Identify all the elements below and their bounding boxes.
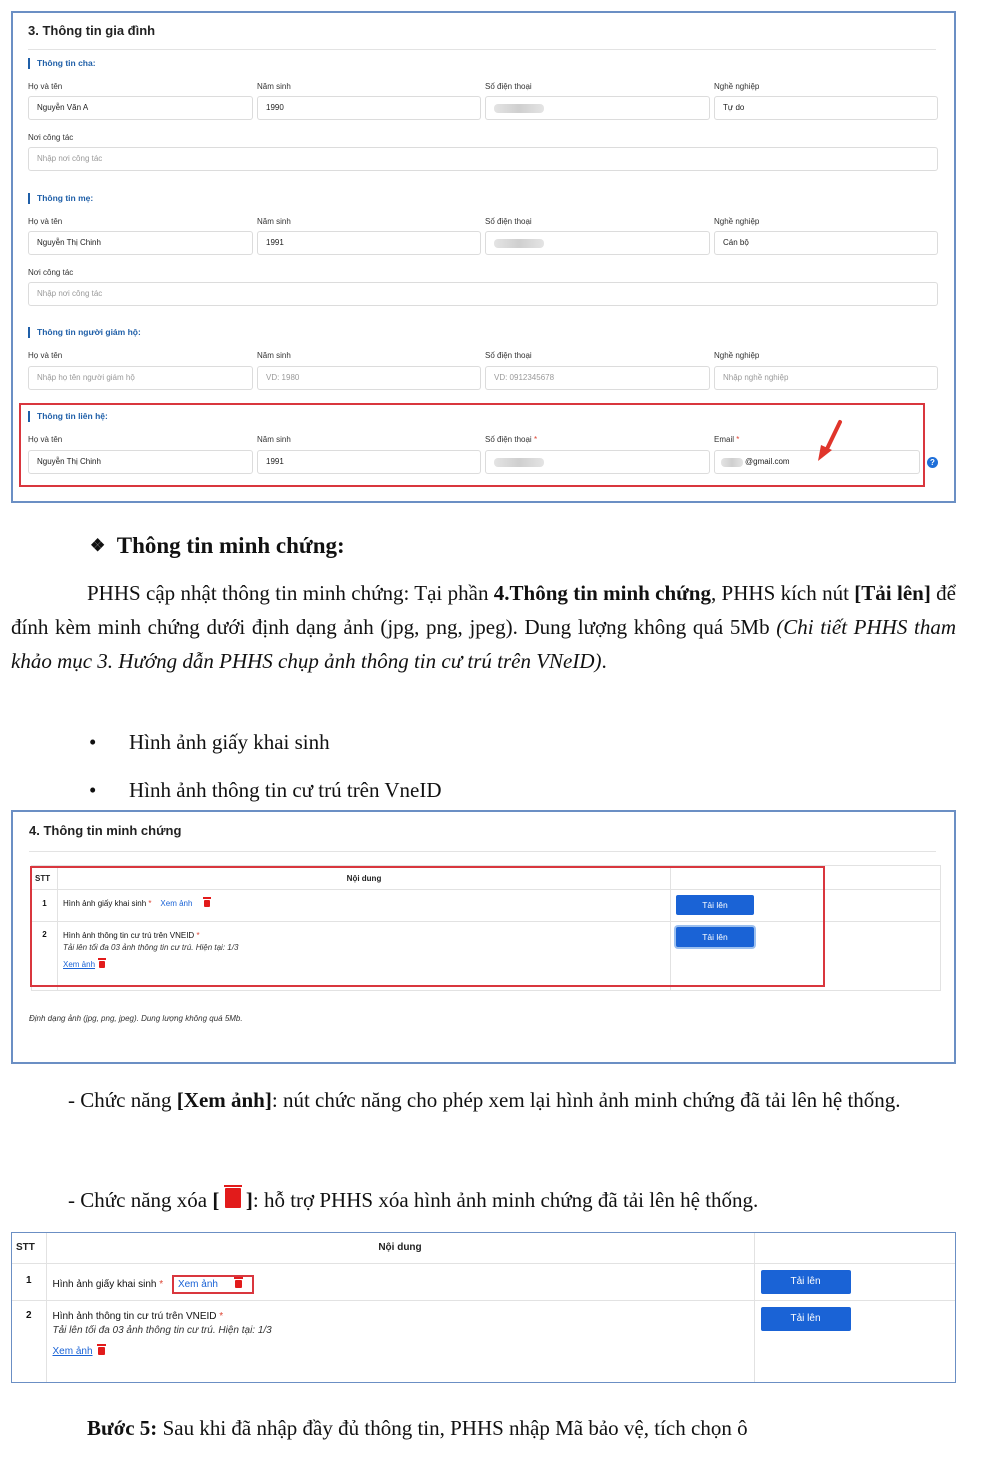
mother-phone-label: Số điện thoại: [485, 217, 532, 226]
mother-job-label: Nghề nghiệp: [714, 217, 760, 226]
guardian-year-label: Năm sinh: [257, 351, 291, 360]
contact-phone-label: Số điện thoại *: [485, 435, 538, 444]
contact-highlight-box: [19, 403, 925, 487]
mother-work-field[interactable]: Nhập nơi công tác: [28, 282, 938, 306]
row-content: Hình ảnh thông tin cư trú trên VNEID * Tải lên tối đa 03 ảnh thông tin cư trú. Hiện tại: 1/3 Xem ảnh: [58, 922, 671, 991]
father-year-label: Năm sinh: [257, 82, 291, 91]
family-section-title: 3. Thông tin gia đình: [28, 23, 156, 38]
trash-icon: [225, 1188, 241, 1208]
table-row: [12, 1300, 955, 1382]
bullet-residence-info: • Hình ảnh thông tin cư trú trên VneID: [89, 778, 442, 802]
delete-function-paragraph: - Chức năng xóa [ ]: hỗ trợ PHHS xóa hình ảnh minh chứng đã tải lên hệ thống.: [68, 1188, 759, 1212]
view-image-link[interactable]: Xem ảnh: [52, 1345, 93, 1357]
guardian-heading: Thông tin người giám hộ:: [28, 327, 141, 338]
row-stt: 1: [32, 890, 58, 922]
col-content: Nội dung: [46, 1233, 754, 1263]
redacted-email: [721, 458, 743, 467]
col-stt: STT: [12, 1233, 46, 1263]
view-delete-highlight: [172, 1275, 254, 1294]
trash-icon[interactable]: [235, 1280, 242, 1288]
contact-heading: Thông tin liên hệ:: [28, 411, 108, 422]
upload-limit-note: Tải lên tối đa 03 ảnh thông tin cư trú. Hiện tại: 1/3: [63, 943, 239, 952]
row-stt: 1: [12, 1263, 46, 1300]
row-actions: [754, 1300, 955, 1382]
diamond-bullet-icon: ❖: [90, 536, 106, 555]
mother-phone-field[interactable]: [485, 231, 710, 255]
guardian-name-field[interactable]: Nhập họ tên người giám hộ: [28, 366, 253, 390]
view-function-paragraph: - Chức năng [Xem ảnh]: nút chức năng cho phép xem lại hình ảnh minh chứng đã tải lên hệ thống.: [68, 1088, 901, 1112]
contact-email-field[interactable]: @gmail.com: [714, 450, 920, 474]
father-phone-field[interactable]: [485, 96, 710, 120]
evidence-paragraph: PHHS cập nhật thông tin minh chứng: Tại phần 4.Thông tin minh chứng, PHHS kích nút [Tải lên] để đính kèm minh chứng dưới định dạng ảnh (jpg, png, jpeg). Dung lượng không quá 5Mb (Chi tiết PHHS tham khảo mục 3. Hướng dẫn PHHS chụp ảnh thông tin cư trú trên VNeID).: [11, 581, 956, 673]
view-image-link[interactable]: Xem ảnh: [177, 1278, 218, 1290]
father-work-field[interactable]: Nhập nơi công tác: [28, 147, 938, 171]
evidence-highlight-box: [30, 866, 825, 987]
row-content: Hình ảnh giấy khai sinh * Xem ảnh: [46, 1263, 754, 1300]
help-icon[interactable]: ?: [927, 457, 938, 468]
upload-button[interactable]: Tải lên: [676, 895, 754, 915]
father-phone-label: Số điện thoại: [485, 82, 532, 91]
mother-year-label: Năm sinh: [257, 217, 291, 226]
section-divider: [29, 851, 936, 852]
contact-email-label: Email *: [714, 435, 740, 444]
row-content: Hình ảnh thông tin cư trú trên VNEID * Tải lên tối đa 03 ảnh thông tin cư trú. Hiện tại: 1/3 Xem ảnh: [46, 1300, 754, 1382]
mother-work-label: Nơi công tác: [28, 268, 74, 277]
guardian-job-field[interactable]: Nhập nghề nghiệp: [714, 366, 938, 390]
mother-name-label: Họ và tên: [28, 217, 63, 226]
mother-name-field[interactable]: Nguyễn Thị Chinh: [28, 231, 253, 255]
col-stt: STT: [32, 866, 58, 890]
evidence-heading: ❖ Thông tin minh chứng:: [90, 533, 345, 558]
redacted-phone: [494, 104, 544, 113]
contact-name-label: Họ và tên: [28, 435, 63, 444]
row-stt: 2: [12, 1300, 46, 1382]
guardian-phone-field[interactable]: VD: 0912345678: [485, 366, 710, 390]
father-work-label: Nơi công tác: [28, 133, 74, 142]
redacted-phone: [494, 239, 544, 248]
contact-phone-field[interactable]: [485, 450, 710, 474]
mother-job-field[interactable]: Cán bộ: [714, 231, 938, 255]
contact-name-field[interactable]: Nguyễn Thị Chinh: [28, 450, 253, 474]
mother-heading: Thông tin mẹ:: [28, 193, 93, 204]
father-year-field[interactable]: 1990: [257, 96, 481, 120]
upload-button[interactable]: Tải lên: [761, 1307, 851, 1331]
guardian-name-label: Họ và tên: [28, 351, 63, 360]
format-footnote: Định dạng ảnh (jpg, png, jpeg). Dung lượng không quá 5Mb.: [29, 1014, 243, 1023]
father-job-field[interactable]: Tự do: [714, 96, 938, 120]
contact-year-field[interactable]: 1991: [257, 450, 481, 474]
col-content: Nội dung: [58, 866, 671, 890]
view-image-link[interactable]: Xem ảnh: [160, 899, 193, 908]
trash-icon[interactable]: [98, 1347, 105, 1355]
father-name-field[interactable]: Nguyễn Văn A: [28, 96, 253, 120]
evidence-screenshot: [11, 810, 956, 1064]
father-name-label: Họ và tên: [28, 82, 63, 91]
view-image-link[interactable]: Xem ảnh: [63, 960, 96, 969]
family-info-screenshot: [11, 11, 956, 503]
upload-button[interactable]: Tải lên: [676, 927, 754, 947]
evidence-table-screenshot: [11, 1232, 956, 1383]
upload-button[interactable]: Tải lên: [761, 1270, 851, 1294]
row-actions: [754, 1263, 955, 1300]
upload-limit-note: Tải lên tối đa 03 ảnh thông tin cư trú. Hiện tại: 1/3: [52, 1324, 272, 1336]
father-job-label: Nghề nghiệp: [714, 82, 760, 91]
guardian-job-label: Nghề nghiệp: [714, 351, 760, 360]
row-stt: 2: [32, 922, 58, 991]
contact-year-label: Năm sinh: [257, 435, 291, 444]
guardian-phone-label: Số điện thoại: [485, 351, 532, 360]
section-divider: [28, 49, 936, 50]
redacted-phone: [494, 458, 544, 467]
mother-year-field[interactable]: 1991: [257, 231, 481, 255]
guardian-year-field[interactable]: VD: 1980: [257, 366, 481, 390]
red-arrow-icon: [816, 418, 846, 463]
step5-paragraph: Bước 5: Sau khi đã nhập đầy đủ thông tin, PHHS nhập Mã bảo vệ, tích chọn ô: [87, 1416, 748, 1440]
evidence-table-zoom: [12, 1233, 955, 1382]
evidence-section-title: 4. Thông tin minh chứng: [29, 823, 182, 838]
table-row: [12, 1263, 955, 1300]
father-heading: Thông tin cha:: [28, 58, 96, 69]
row-content: Hình ảnh giấy khai sinh * Xem ảnh: [58, 890, 671, 922]
bullet-birth-certificate: • Hình ảnh giấy khai sinh: [89, 730, 330, 754]
col-actions: [754, 1233, 955, 1263]
